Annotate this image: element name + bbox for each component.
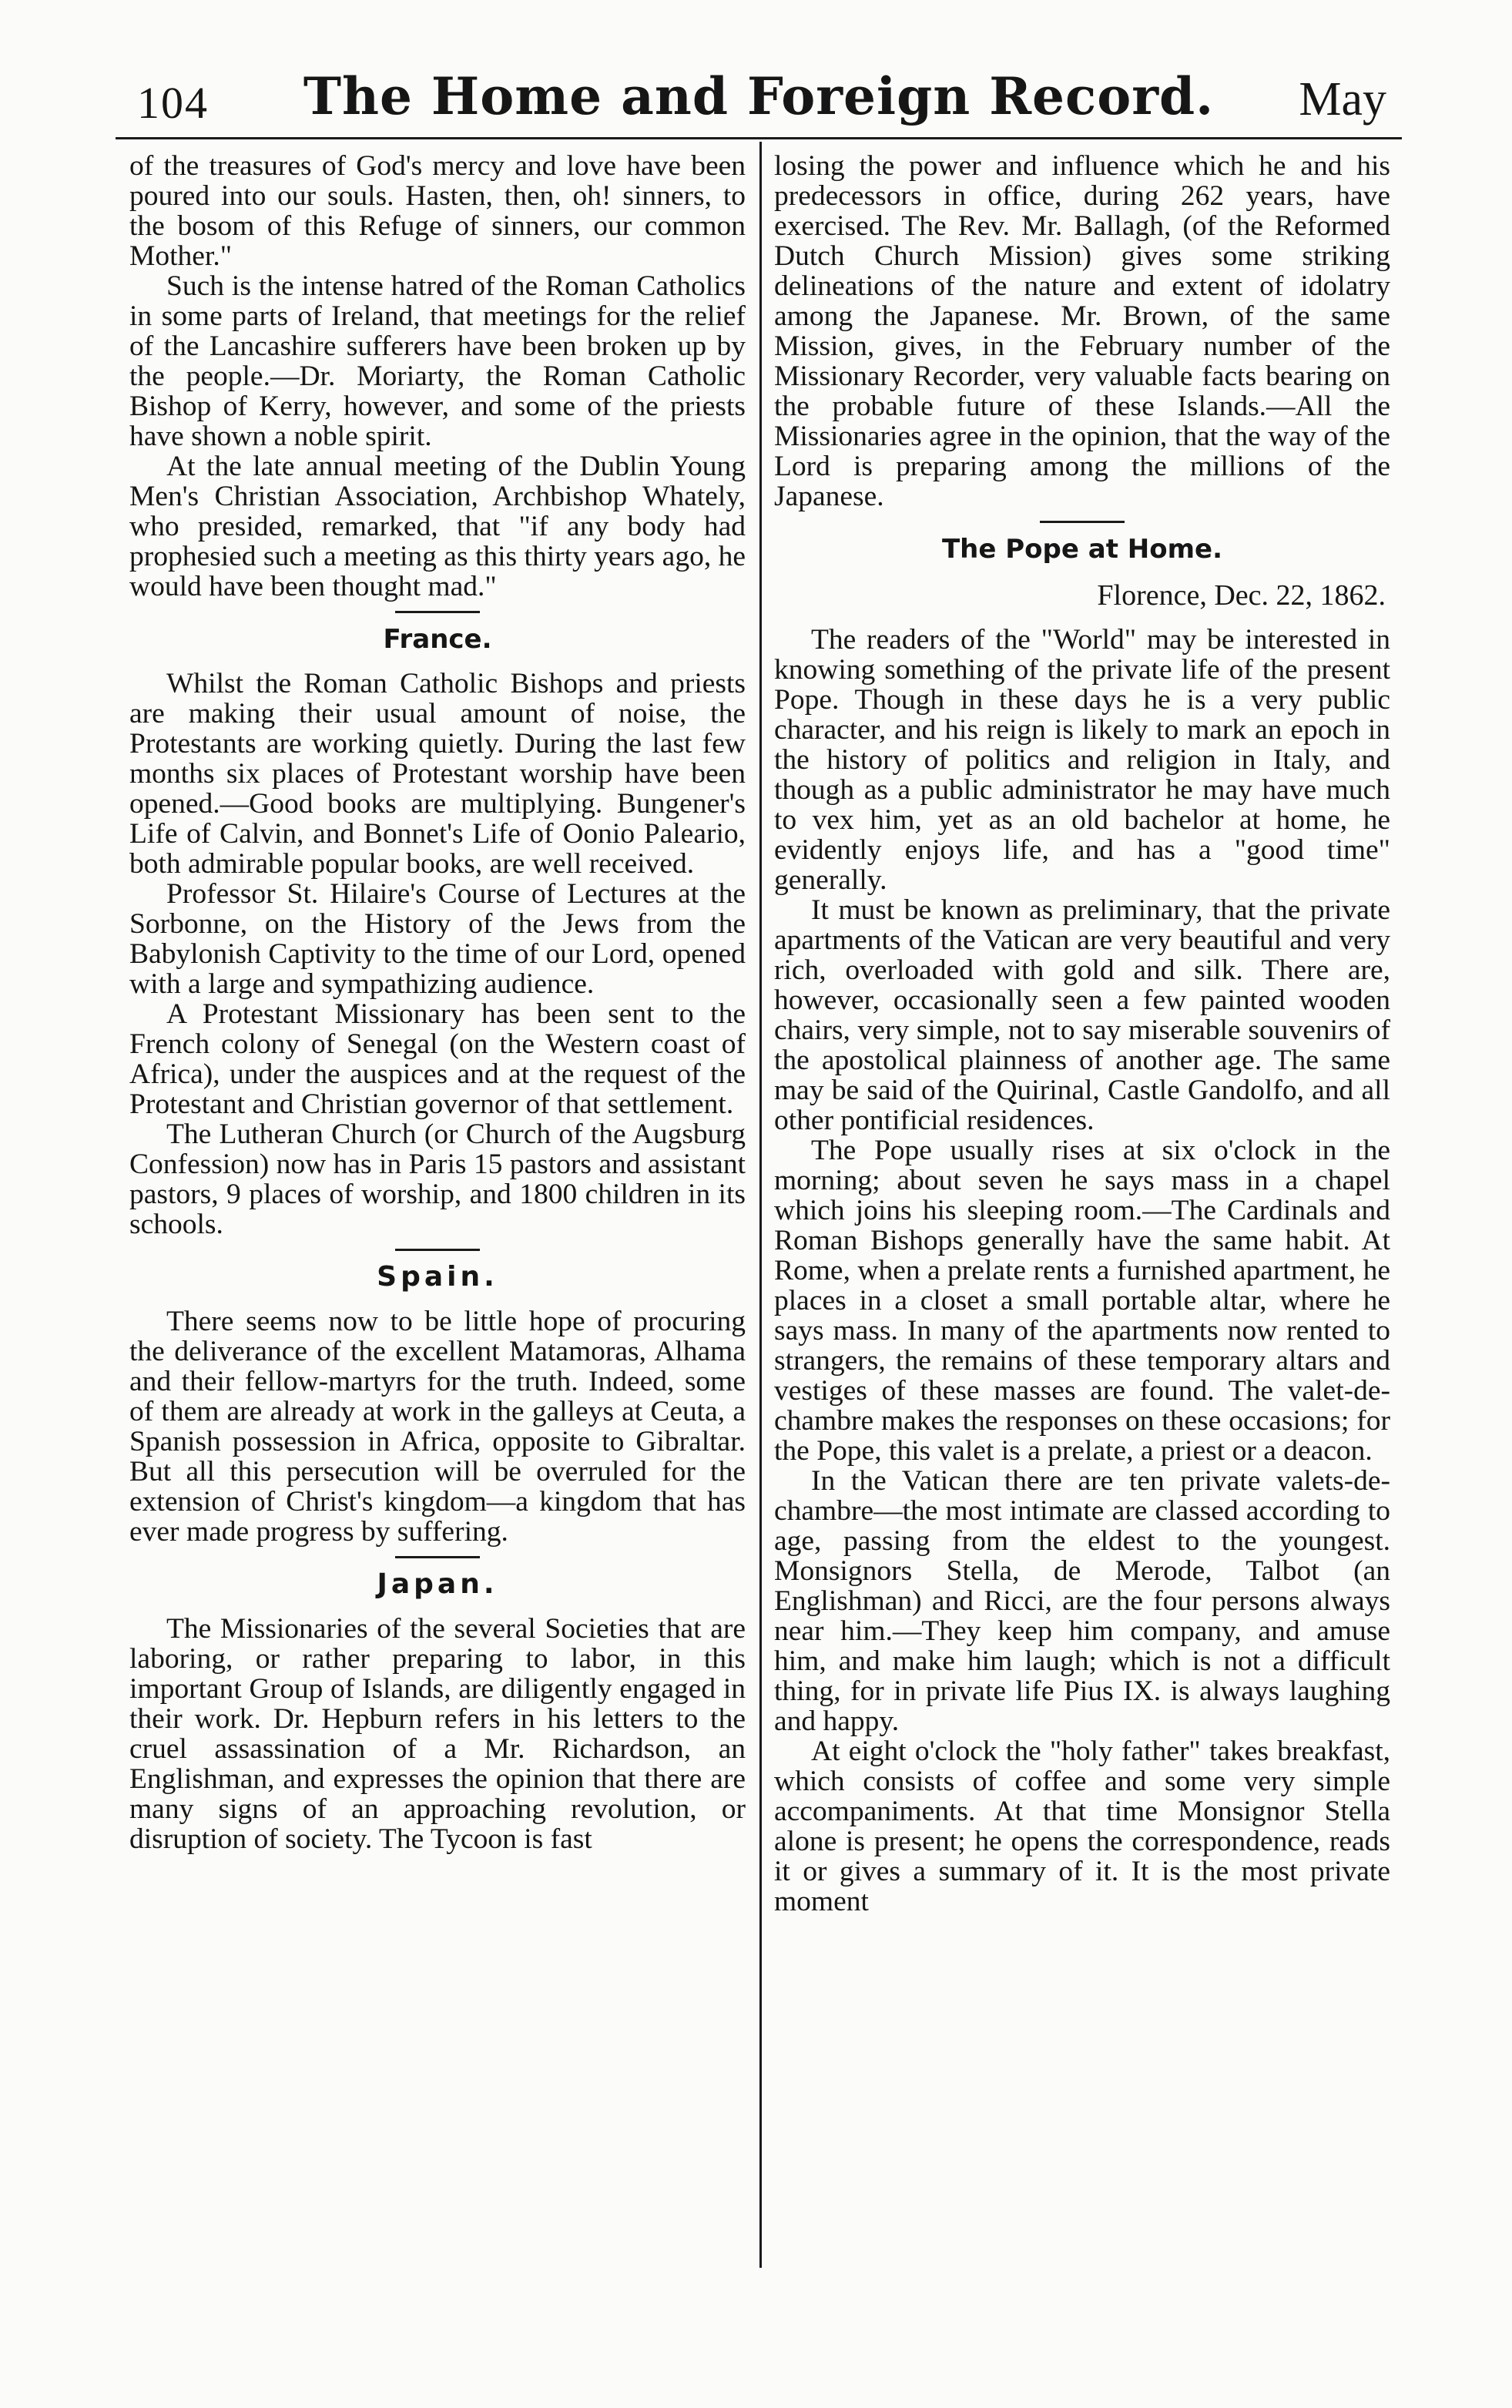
dateline: Florence, Dec. 22, 1862. [1097, 579, 1386, 612]
paragraph: The readers of the "World" may be interested in knowing something of the private life of the present Pope. Though in these days he is a very public character, and his reign is likely to mark an epoch in the history of politics and religion in Italy, and though as a public administrator he may have much to vex him, yet as an old bachelor at home, he evidently enjoys life, and has a "good time" generally. [774, 624, 1390, 896]
paragraph: The Lutheran Church (or Church of the Augsburg Confession) now has in Paris 15 pastors and assistant pastors, 9 places of worship, and 1800 children in its schools. [129, 1118, 746, 1240]
section-separator [395, 1556, 480, 1558]
paragraph: It must be known as preliminary, that the private apartments of the Vatican are very beautiful and very rich, overloaded with gold and silk. There are, however, occasionally seen a few painted wooden chairs, very simple, not to say miserable souvenirs of the apostolical plainness of another age. The same may be said of the Quirinal, Castle Gandolfo, and all other pontificial residences. [774, 894, 1390, 1136]
section-separator [395, 1249, 480, 1251]
column-divider [759, 142, 762, 2268]
left-column [129, 151, 746, 1854]
paragraph: There seems now to be little hope of procuring the deliverance of the excellent Matamoras, Alhama and their fellow-martyrs for the truth. Indeed, some of them are already at work in the galleys at Ceuta, a Spanish possession in Africa, opposite to Gibraltar. But all this persecution will be overruled for the extension of Christ's kingdom—a kingdom that has ever made progress by suffering. [129, 1306, 746, 1548]
section-heading-pope: The Pope at Home. [941, 534, 1223, 565]
paragraph: The Pope usually rises at six o'clock in the morning; about seven he says mass in a chapel which joins his sleeping room.—The Cardinals and Roman Bishops generally have the same habit. At Rome, when a prelate rents a furnished apartment, he places in a closet a small portable altar, where he says mass. In many of the apartments now rented to strangers, the remains of these temporary altars and vestiges of these masses are found. The valet-de-chambre makes the responses on these occasions; for the Pope, this valet is a prelate, a priest or a deacon. [774, 1135, 1390, 1467]
page-number: 104 [137, 78, 209, 128]
paragraph: At eight o'clock the "holy father" takes breakfast, which consists of coffee and some very simple accompaniments. At that time Monsignor Stella alone is present; he opens the correspondence, reads it or gives a summary of it. It is the most private moment [774, 1736, 1390, 1917]
section-separator [395, 611, 480, 613]
header-rule [116, 137, 1402, 139]
paragraph: of the treasures of God's mercy and love have been poured into our souls. Hasten, then, oh! sinners, to the bosom of this Refuge of sinners, our common Mother." [129, 150, 746, 272]
section-separator [1040, 521, 1125, 523]
section-heading-spain: Spain. [377, 1261, 498, 1293]
paragraph: Such is the intense hatred of the Roman Catholics in some parts of Ireland, that meetings for the relief of the Lancashire sufferers have been broken up by the people.—Dr. Moriarty, the Roman Catholic Bishop of Kerry, however, and some of the priests have shown a noble spirit. [129, 270, 746, 452]
right-column [774, 151, 1390, 1917]
section-heading-france: France. [383, 624, 492, 655]
paragraph: Whilst the Roman Catholic Bishops and priests are making their usual amount of noise, the Protestants are working quietly. During the last few months six places of Protestant worship have been opened.—Good books are multiplying. Bungener's Life of Calvin, and Bonnet's Life of Oonio Paleario, both admirable popular books, are well received. [129, 668, 746, 880]
paragraph: A Protestant Missionary has been sent to the French colony of Senegal (on the Western coast of Africa), under the auspices and at the request of the Protestant and Christian governor of that settlement. [129, 998, 746, 1120]
page-header [116, 46, 1402, 131]
section-heading-japan: Japan. [377, 1568, 498, 1600]
paragraph: In the Vatican there are ten private valets-de-chambre—the most intimate are classed according to age, passing from the eldest to the youngest. Monsignors Stella, de Merode, Talbot (an Englishman) and Ricci, are the four persons always near him.—They keep him company, and amuse him, and make him laugh; which is not a difficult thing, for in private life Pius IX. is always laughing and happy. [774, 1465, 1390, 1737]
paragraph: At the late annual meeting of the Dublin Young Men's Christian Association, Archbishop Whately, who presided, remarked, that "if any body had prophesied such a meeting as this thirty years ago, he would have been thought mad." [129, 451, 746, 602]
paragraph: losing the power and influence which he and his predecessors in office, during 262 years, have exercised. The Rev. Mr. Ballagh, (of the Reformed Dutch Church Mission) gives some striking delineations of the nature and extent of idolatry among the Japanese. Mr. Brown, of the same Mission, gives, in the February number of the Missionary Recorder, very valuable facts bearing on the probable future of these Islands.—All the Missionaries agree in the opinion, that the way of the Lord is preparing among the millions of the Japanese. [774, 150, 1390, 512]
paragraph: The Missionaries of the several Societies that are laboring, or rather preparing to labor, in this important Group of Islands, are diligently engaged in their work. Dr. Hepburn refers in his letters to the cruel assassination of a Mr. Richardson, an Englishman, and expresses the opinion that there are many signs of an approaching revolution, or disruption of society. The Tycoon is fast [129, 1613, 746, 1855]
paragraph: Professor St. Hilaire's Course of Lectures at the Sorbonne, on the History of the Jews from the Babylonish Captivity to the time of our Lord, opened with a large and sympathizing audience. [129, 878, 746, 1000]
journal-title: The Home and Foreign Record. [303, 66, 1215, 126]
issue-month: May [1299, 73, 1386, 126]
